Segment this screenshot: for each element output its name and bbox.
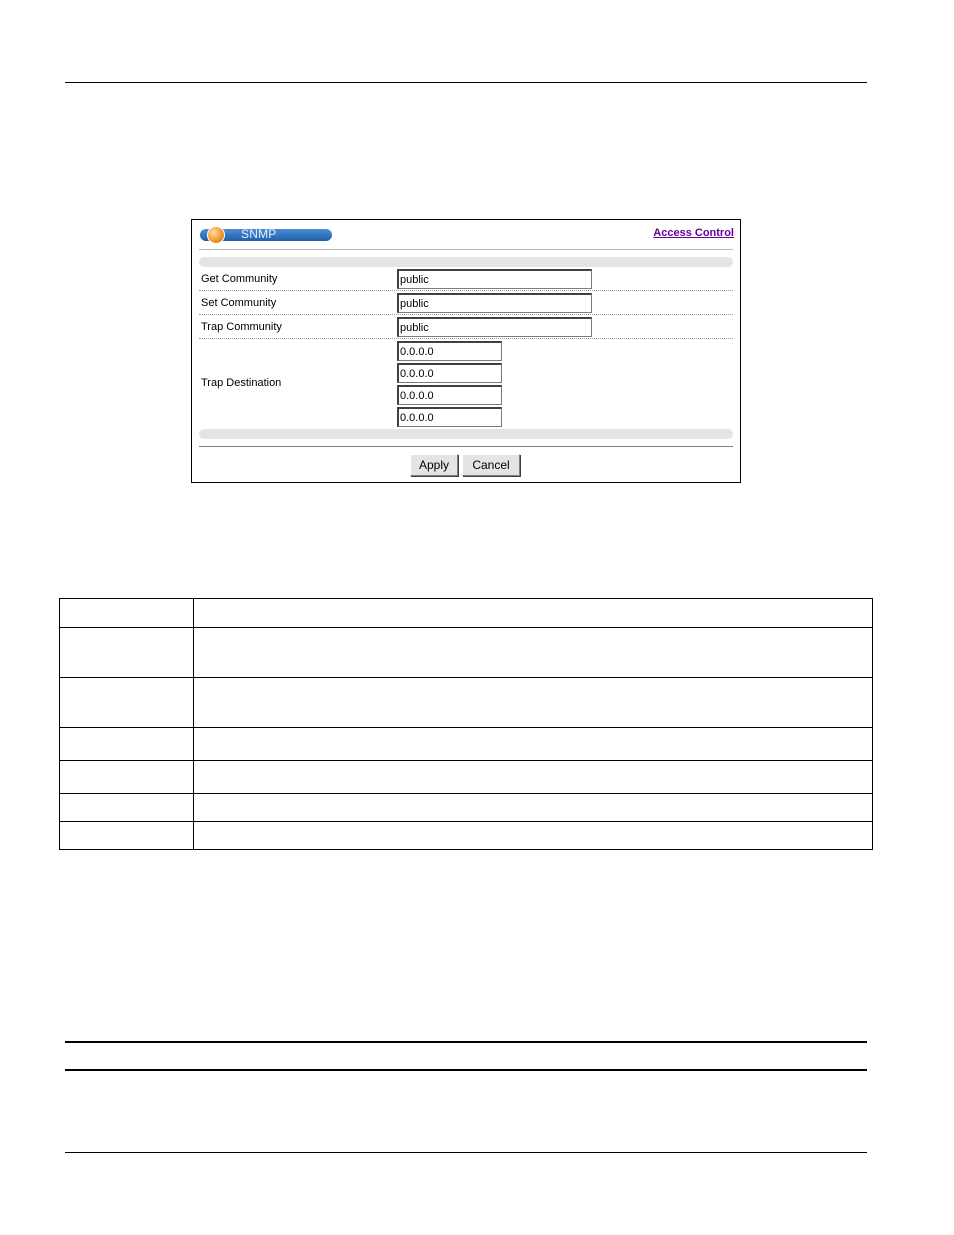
trap-community-input[interactable] bbox=[397, 317, 592, 337]
cancel-button[interactable]: Cancel bbox=[462, 454, 520, 476]
table-cell bbox=[60, 822, 194, 850]
table-cell bbox=[194, 628, 873, 678]
footer-rule bbox=[65, 1152, 867, 1153]
trap-destination-input-1[interactable] bbox=[397, 341, 502, 361]
table-row bbox=[60, 628, 873, 678]
bottom-band bbox=[199, 429, 733, 439]
table-row bbox=[60, 761, 873, 794]
title-divider bbox=[199, 249, 733, 250]
trap-destination-row bbox=[199, 339, 733, 429]
trap-destination-input-2[interactable] bbox=[397, 363, 502, 383]
section-rule-bottom bbox=[65, 1069, 867, 1071]
apply-button[interactable]: Apply bbox=[410, 454, 458, 476]
table-cell bbox=[60, 794, 194, 822]
table-cell bbox=[194, 761, 873, 794]
trap-destination-input-3[interactable] bbox=[397, 385, 502, 405]
description-table bbox=[59, 598, 873, 850]
get-community-label: Get Community bbox=[201, 273, 278, 285]
table-row bbox=[60, 822, 873, 850]
table-row bbox=[60, 599, 873, 628]
button-divider bbox=[199, 446, 733, 447]
table-cell bbox=[60, 761, 194, 794]
table-cell bbox=[194, 822, 873, 850]
table-cell bbox=[60, 728, 194, 761]
trap-destination-label: Trap Destination bbox=[201, 377, 282, 389]
access-control-link[interactable]: Access Control bbox=[653, 227, 734, 239]
header-rule bbox=[65, 82, 867, 83]
snmp-screen-panel bbox=[191, 219, 741, 483]
set-community-row bbox=[199, 291, 733, 315]
table-row bbox=[60, 794, 873, 822]
trap-community-row bbox=[199, 315, 733, 339]
table-cell bbox=[194, 678, 873, 728]
trap-destination-input-4[interactable] bbox=[397, 407, 502, 427]
set-community-label: Set Community bbox=[201, 297, 277, 309]
table-cell bbox=[60, 599, 194, 628]
table-cell bbox=[194, 794, 873, 822]
trap-community-label: Trap Community bbox=[201, 321, 282, 333]
table-row bbox=[60, 678, 873, 728]
table-row bbox=[60, 728, 873, 761]
table-cell bbox=[194, 599, 873, 628]
table-cell bbox=[194, 728, 873, 761]
orb-icon bbox=[207, 226, 225, 244]
set-community-input[interactable] bbox=[397, 293, 592, 313]
section-rule-top bbox=[65, 1041, 867, 1043]
table-cell bbox=[60, 678, 194, 728]
get-community-row bbox=[199, 267, 733, 291]
top-band bbox=[199, 257, 733, 267]
table-cell bbox=[60, 628, 194, 678]
panel-title: SNMP bbox=[241, 227, 277, 241]
get-community-input[interactable] bbox=[397, 269, 592, 289]
